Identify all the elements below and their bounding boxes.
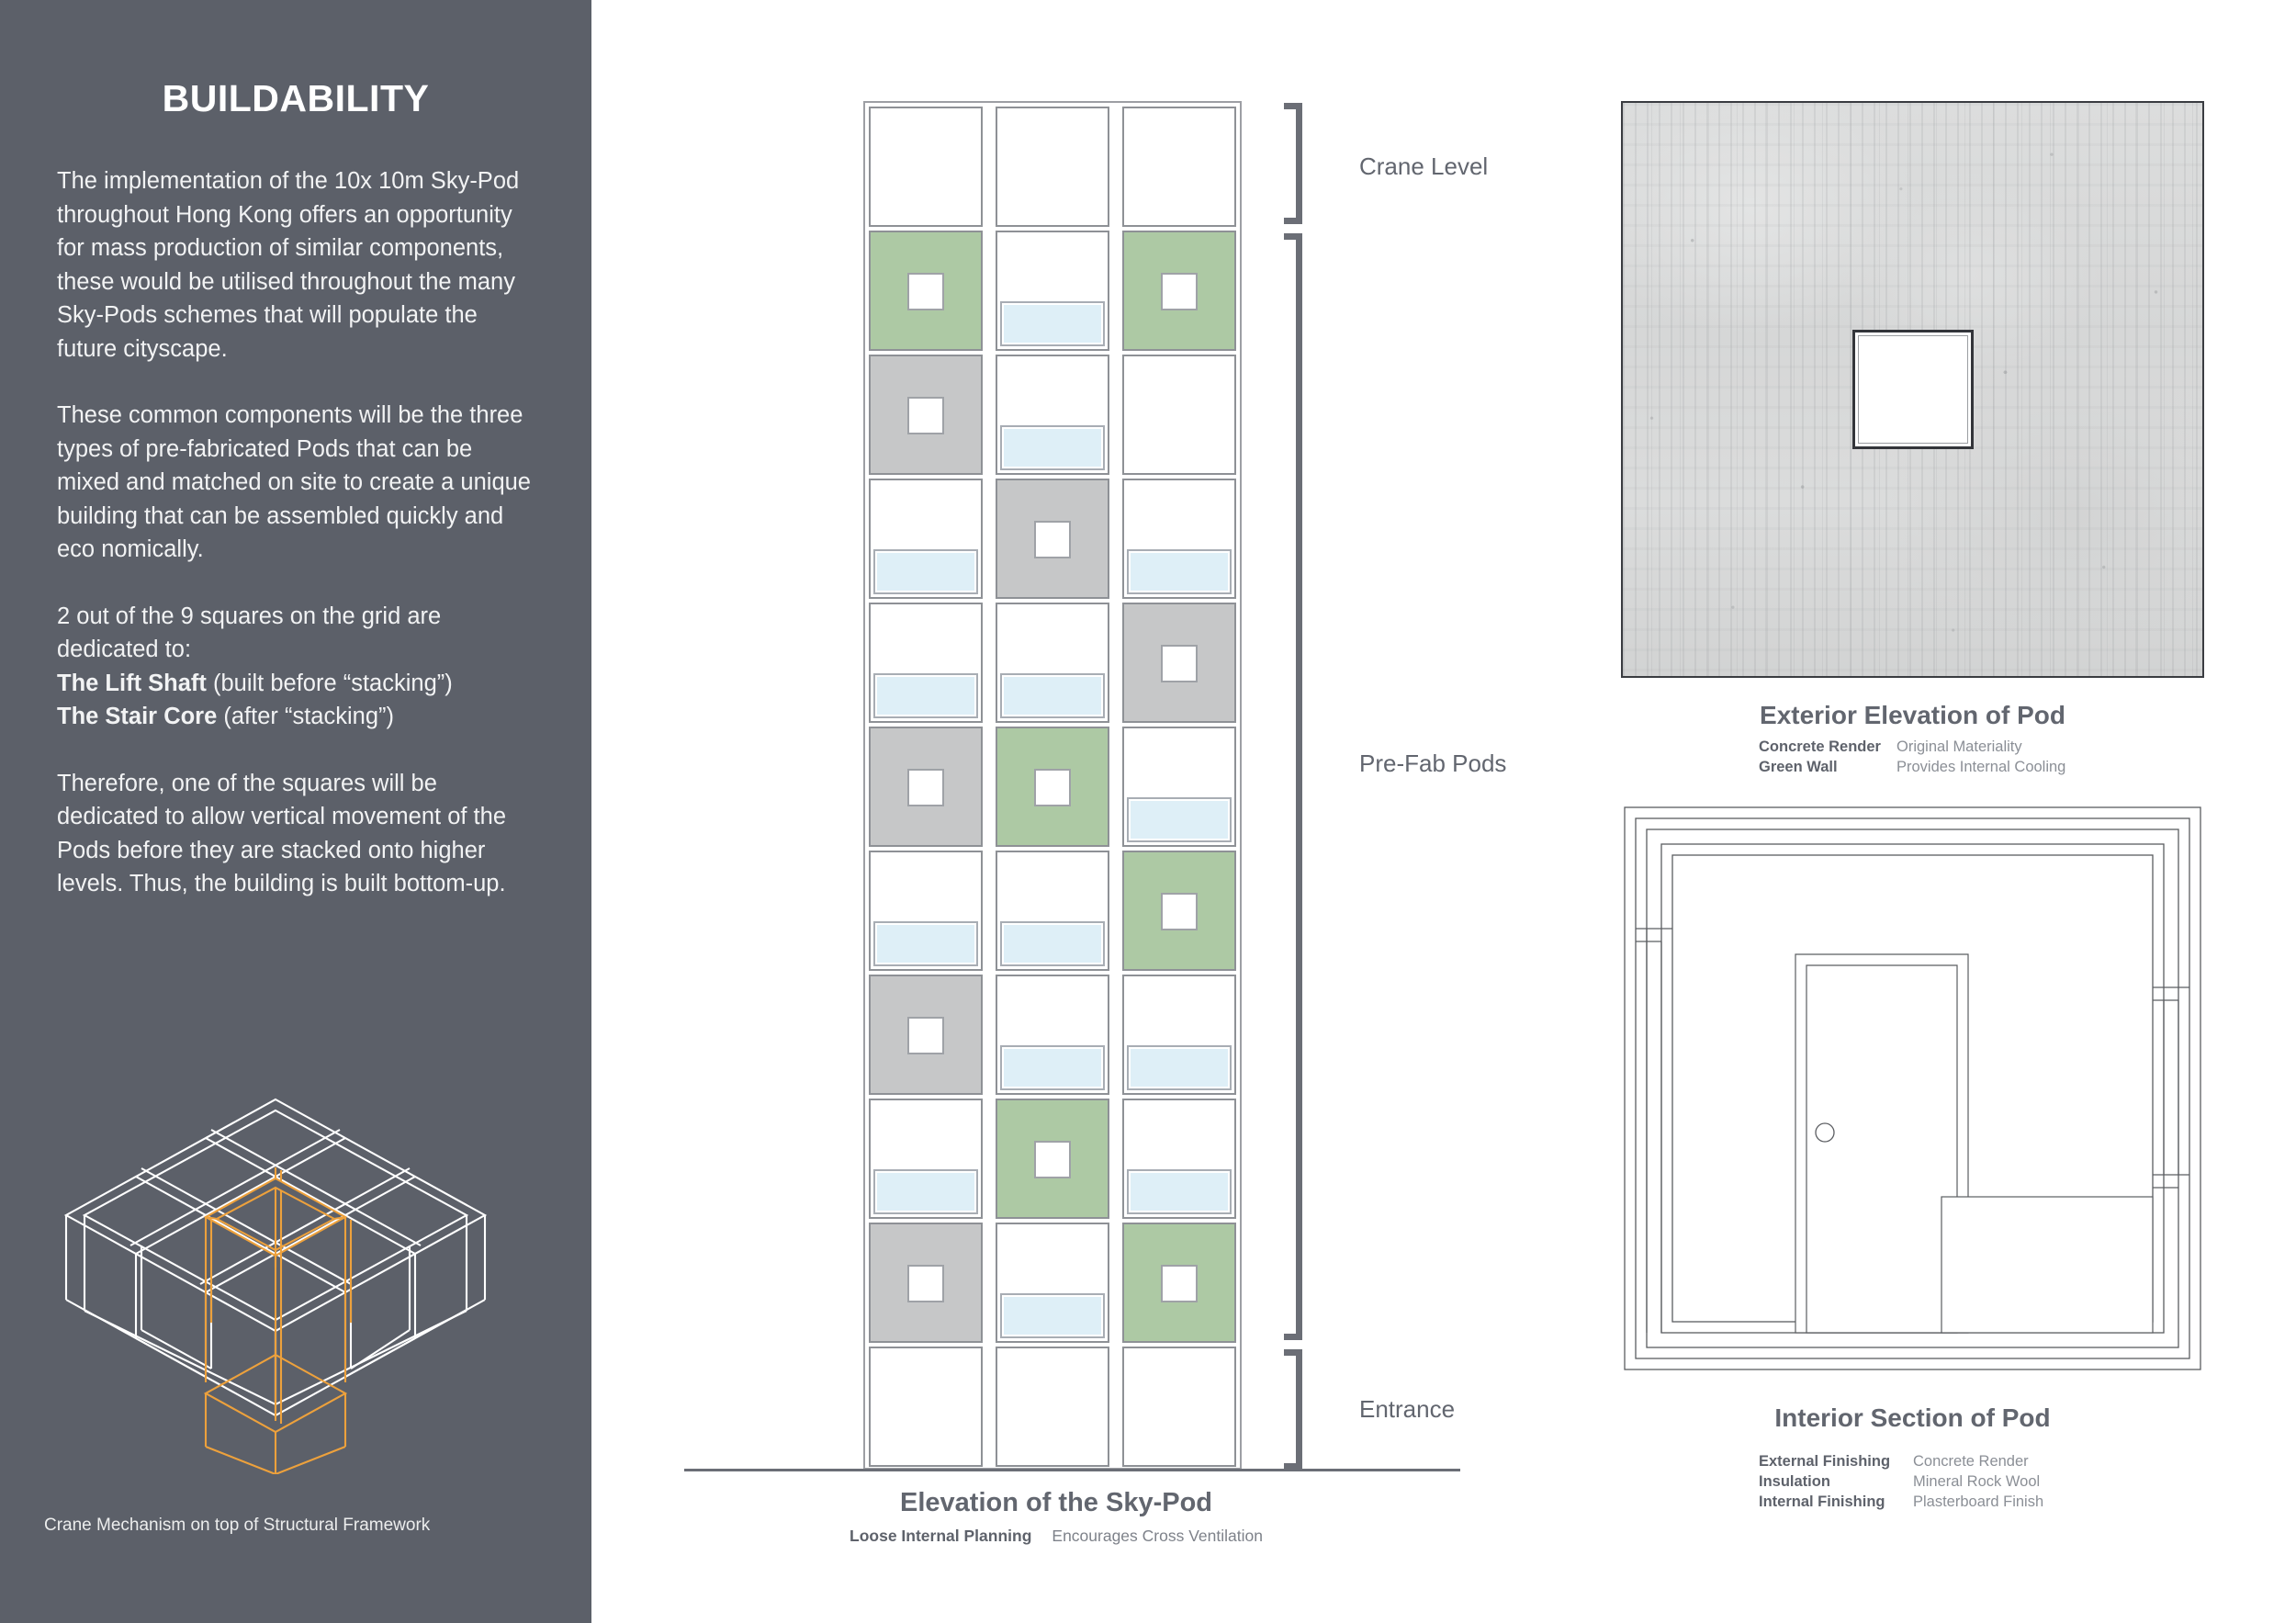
pod-door-opening — [1161, 893, 1198, 930]
dimension-bracket-prefab-pods — [1284, 233, 1302, 1340]
elevation-title: Elevation of the Sky-Pod — [900, 1488, 1212, 1517]
pod-door-opening — [1034, 1141, 1071, 1178]
pod-cell-grey — [869, 1223, 983, 1343]
pod-cell-plain — [869, 479, 983, 599]
pod-cell-green — [996, 1099, 1109, 1219]
dedicated-item-lift-shaft — [57, 667, 536, 701]
legend-row — [1759, 757, 2065, 777]
elevation-subtitle-bold: Loose Internal Planning — [850, 1527, 1032, 1545]
pod-cell-grey — [1122, 603, 1236, 723]
pod-door-opening — [1161, 1265, 1198, 1302]
elevation-floor-row — [869, 231, 1236, 351]
pod-cell-plain — [1122, 479, 1236, 599]
sidebar-paragraph-3: 2 out of the 9 squares on the grid are dedicated to: — [57, 603, 442, 662]
pod-door-opening — [1161, 645, 1198, 682]
page-title: BUILDABILITY — [162, 77, 430, 119]
pod-door-opening — [907, 1265, 944, 1302]
pod-door-opening — [1161, 273, 1198, 310]
elevation-floor-row — [869, 479, 1236, 599]
legend-value: Provides Internal Cooling — [1896, 759, 2066, 775]
pod-door-opening — [907, 273, 944, 310]
pod-door-opening — [907, 397, 944, 434]
lift-shaft-note: (built before “stacking”) — [206, 670, 453, 696]
legend-value: Mineral Rock Wool — [1913, 1473, 2041, 1490]
pod-glazing-band — [1000, 425, 1105, 470]
ground-line — [684, 1469, 1460, 1471]
elevation-floor-row — [869, 727, 1236, 847]
pod-glazing-band — [1000, 1045, 1105, 1090]
pod-cell-plain — [996, 231, 1109, 351]
exterior-elevation-panel — [1621, 101, 2204, 678]
pod-cell-plain — [1122, 727, 1236, 847]
crane-diagram-caption: Crane Mechanism on top of Structural Framework — [44, 1516, 431, 1535]
pod-glazing-band — [1127, 549, 1232, 594]
legend-key: Insulation — [1759, 1473, 1830, 1490]
sidebar-paragraph-4: Therefore, one of the squares will be dedicated to allow vertical movement of the Pods before they are stacked onto higher levels. Thus, the building is built bottom-up. — [57, 770, 507, 896]
legend-value: Original Materiality — [1896, 738, 2022, 755]
pod-cell-plain — [869, 107, 983, 227]
dimension-bracket-crane-level — [1284, 103, 1302, 224]
pod-glazing-band — [1127, 1169, 1232, 1214]
pod-cell-plain — [869, 1347, 983, 1467]
elevation-floor-row — [869, 851, 1236, 971]
pod-glazing-band — [1127, 1045, 1232, 1090]
dimension-bracket-entrance — [1284, 1349, 1302, 1470]
pod-glazing-band — [1000, 1293, 1105, 1338]
pod-cell-green — [1122, 231, 1236, 351]
pod-cell-grey — [869, 355, 983, 475]
pod-cell-plain — [1122, 1099, 1236, 1219]
stair-core-label: The Stair Core — [57, 704, 218, 729]
pod-cell-green — [1122, 1223, 1236, 1343]
pod-cell-plain — [996, 975, 1109, 1095]
legend-row — [1759, 737, 2065, 757]
stair-core-note: (after “stacking”) — [217, 704, 395, 729]
elevation-floor-row — [869, 1099, 1236, 1219]
legend-row — [1759, 1451, 2043, 1471]
door-handle-icon — [1816, 1123, 1834, 1142]
elevation-floor-row — [869, 107, 1236, 227]
pod-cell-plain — [996, 107, 1109, 227]
exterior-legend — [1759, 737, 2065, 777]
pod-cell-plain — [996, 355, 1109, 475]
pod-cell-plain — [869, 603, 983, 723]
pod-glazing-band — [873, 549, 978, 594]
legend-row — [1759, 1471, 2043, 1492]
pod-cell-plain — [996, 1347, 1109, 1467]
pod-door-opening — [1034, 521, 1071, 558]
legend-key: Internal Finishing — [1759, 1493, 1885, 1510]
exterior-elevation-title: Exterior Elevation of Pod — [1760, 701, 2065, 729]
interior-section-svg — [1621, 804, 2204, 1373]
pod-cell-grey — [869, 975, 983, 1095]
elevation-floor-row — [869, 1347, 1236, 1467]
legend-key: External Finishing — [1759, 1453, 1891, 1470]
legend-value: Plasterboard Finish — [1913, 1493, 2044, 1510]
elevation-subtitle — [808, 1527, 1304, 1546]
sidebar-paragraph-2: These common components will be the three types of pre-fabricated Pods that can be mixed and matched on site to create a unique building that can be assembled quickly and eco nomically. — [57, 402, 531, 562]
pod-window-opening — [1852, 330, 1974, 449]
pod-glazing-band — [873, 1169, 978, 1214]
pod-cell-green — [869, 231, 983, 351]
pod-cell-plain — [1122, 107, 1236, 227]
elevation-subtitle-rest: Encourages Cross Ventilation — [1052, 1527, 1263, 1545]
pod-glazing-band — [1000, 673, 1105, 718]
interior-section-panel — [1621, 804, 2204, 1373]
sidebar-panel — [0, 0, 591, 1623]
interior-legend — [1759, 1451, 2043, 1512]
pod-cell-grey — [869, 727, 983, 847]
pod-cell-green — [1122, 851, 1236, 971]
pod-glazing-band — [873, 921, 978, 966]
crane-framework-isometric-diagram — [46, 1079, 542, 1474]
pod-cell-plain — [996, 1223, 1109, 1343]
isometric-svg — [46, 1079, 542, 1474]
pod-glazing-band — [1127, 797, 1232, 842]
dimension-label-crane-level: Crane Level — [1359, 152, 1489, 180]
elevation-floor-row — [869, 975, 1236, 1095]
pod-cell-plain — [996, 603, 1109, 723]
lift-shaft-label: The Lift Shaft — [57, 670, 207, 696]
pod-cell-plain — [1122, 355, 1236, 475]
pod-cell-grey — [996, 479, 1109, 599]
dedicated-item-stair-core — [57, 700, 536, 734]
interior-section-title: Interior Section of Pod — [1774, 1403, 2051, 1432]
pod-cell-green — [996, 727, 1109, 847]
elevation-floor-row — [869, 355, 1236, 475]
pod-door-opening — [907, 1017, 944, 1054]
pod-glazing-band — [1000, 921, 1105, 966]
legend-key: Concrete Render — [1759, 738, 1881, 755]
elevation-floor-row — [869, 603, 1236, 723]
pod-glazing-band — [873, 673, 978, 718]
pod-cell-plain — [1122, 975, 1236, 1095]
pod-cell-plain — [869, 1099, 983, 1219]
pod-glazing-band — [1000, 301, 1105, 346]
pod-cell-plain — [869, 851, 983, 971]
sky-pod-elevation-drawing — [863, 101, 1242, 1470]
elevation-floor-row — [869, 1223, 1236, 1343]
legend-key: Green Wall — [1759, 759, 1838, 775]
dimension-label-prefab-pods: Pre-Fab Pods — [1359, 750, 1507, 777]
sidebar-paragraph-1: The implementation of the 10x 10m Sky-Pod throughout Hong Kong offers an opportunity for mass production of similar components, these would be utilised throughout the many Sky-Pods schemes that will populate the future cityscape. — [57, 168, 520, 362]
legend-row — [1759, 1492, 2043, 1512]
legend-value: Concrete Render — [1913, 1453, 2029, 1470]
pod-cell-plain — [996, 851, 1109, 971]
pod-door-opening — [1034, 769, 1071, 806]
dimension-label-entrance: Entrance — [1359, 1395, 1456, 1423]
pod-door-opening — [907, 769, 944, 806]
pod-cell-plain — [1122, 1347, 1236, 1467]
